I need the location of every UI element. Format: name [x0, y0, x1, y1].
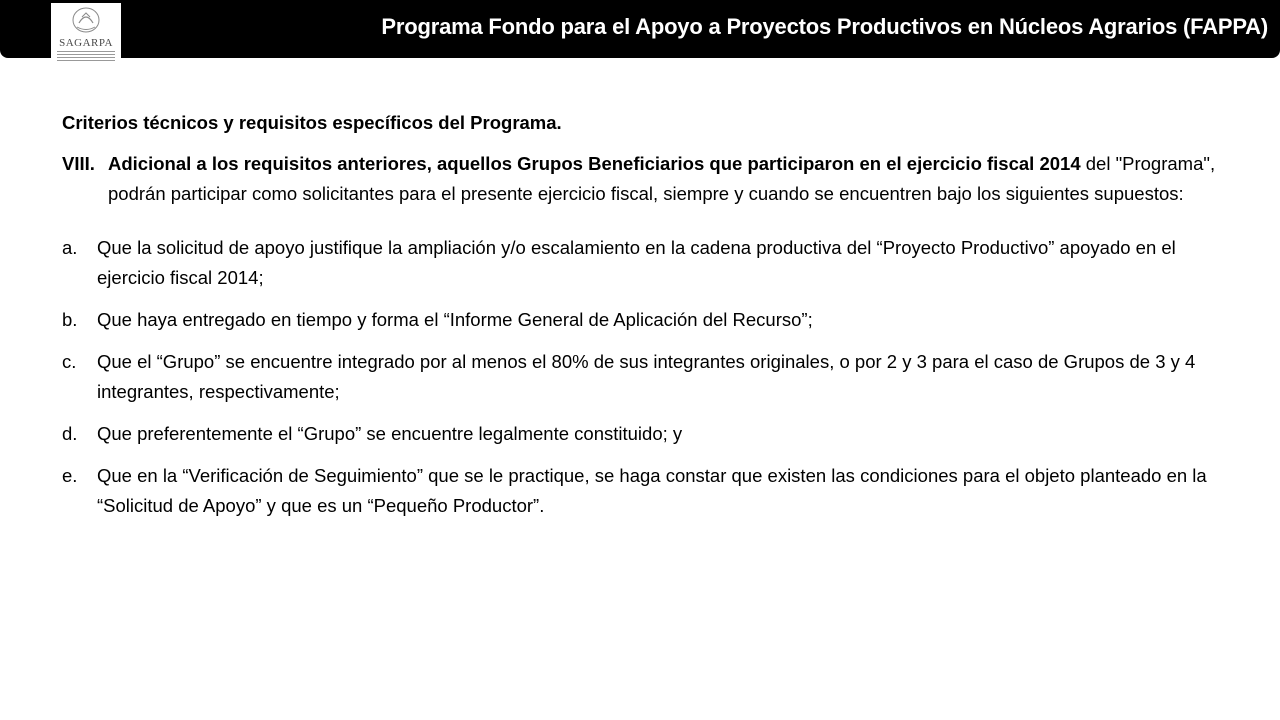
- main-content: [62, 108, 1232, 533]
- requirement-viii: [62, 149, 1232, 209]
- list-marker: c.: [62, 351, 77, 372]
- item-bold-text: Adicional a los requisitos anteriores, aquellos Grupos Beneficiarios que participaron en el ejercicio fiscal 2014: [108, 153, 1081, 174]
- list-marker: a.: [62, 237, 78, 258]
- section-title: Criterios técnicos y requisitos específicos del Programa.: [62, 112, 562, 133]
- list-item-text: Que la solicitud de apoyo justifique la ampliación y/o escalamiento en la cadena productiva del “Proyecto Productivo” apoyado en el ejercicio fiscal 2014;: [97, 237, 1176, 288]
- list-item-text: Que el “Grupo” se encuentre integrado por al menos el 80% de sus integrantes originales, o por 2 y 3 para el caso de Grupos de 3 y 4 integrantes, respectivamente;: [97, 351, 1196, 402]
- list-item-text: Que en la “Verificación de Seguimiento” que se le practique, se haga constar que existen las condiciones para el objeto planteado en la “Solicitud de Apoyo” y que es un “Pequeño Productor”.: [97, 465, 1207, 516]
- list-marker: b.: [62, 309, 78, 330]
- list-marker: d.: [62, 423, 78, 444]
- list-item: [62, 461, 1232, 521]
- eagle-emblem-icon: [65, 5, 107, 35]
- list-item: [62, 347, 1232, 407]
- page-title: Programa Fondo para el Apoyo a Proyectos Productivos en Núcleos Agrarios (FAPPA): [381, 14, 1268, 39]
- list-item: [62, 419, 1232, 449]
- item-number: VIII.: [62, 153, 95, 174]
- list-item-text: Que preferentemente el “Grupo” se encuentre legalmente constituido; y: [97, 423, 683, 444]
- sagarpa-logo: [51, 3, 121, 65]
- logo-subtext-lines: [57, 51, 115, 63]
- item-rest-text: del "Programa", podrán participar como solicitantes para el presente ejercicio fiscal, siempre y cuando se encuentren bajo los siguientes supuestos:: [108, 153, 1216, 204]
- conditions-list: [62, 233, 1232, 521]
- list-marker: e.: [62, 465, 78, 486]
- list-item-text: Que haya entregado en tiempo y forma el “Informe General de Aplicación del Recurso”;: [97, 309, 813, 330]
- list-item: [62, 305, 1232, 335]
- list-item: [62, 233, 1232, 293]
- header-bar: [0, 0, 1280, 58]
- logo-text: SAGARPA: [59, 37, 113, 49]
